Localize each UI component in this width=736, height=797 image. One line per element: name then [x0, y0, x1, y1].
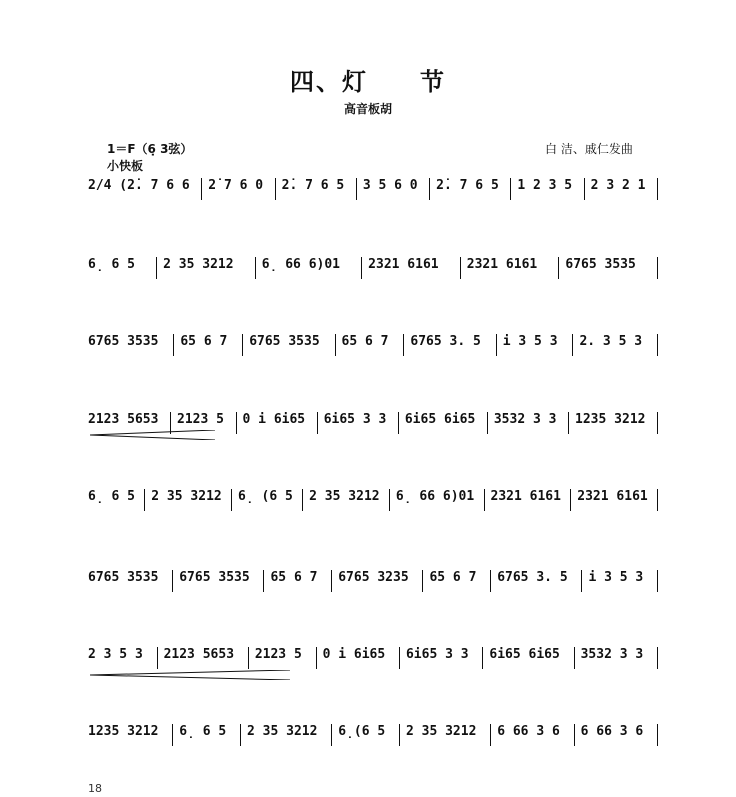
measure-notes: 6̣ 66 6)01 [395, 489, 475, 504]
measure [240, 724, 331, 746]
measure-notes: 3 5 6 0 [362, 178, 418, 193]
measure [398, 412, 487, 434]
measure-notes: 6 66 3 6 [497, 724, 560, 739]
notation-line [88, 724, 658, 746]
measure-notes: 2 35 3212 [309, 489, 380, 504]
measure-notes: 6765 3535 [88, 570, 159, 585]
measure [263, 570, 331, 592]
measure [173, 334, 242, 356]
measure [331, 570, 422, 592]
measure-notes: 2123 5 [177, 412, 224, 427]
measure-notes: 6765 3535 [565, 257, 636, 272]
measure [316, 647, 399, 669]
measure [558, 257, 657, 279]
measure [460, 257, 559, 279]
measure [88, 334, 173, 356]
measure [88, 647, 157, 669]
measure-notes: 6̣ 6 5 [179, 724, 227, 739]
measure [331, 724, 399, 746]
measure-notes: 2̇. 7 6 5 [436, 178, 499, 193]
composer-credit: 白 洁、戚仁发曲 [545, 142, 633, 156]
measure [422, 570, 490, 592]
measure [255, 257, 361, 279]
measure [584, 178, 657, 200]
measure [496, 334, 573, 356]
measure-notes: 65 6 7 [270, 570, 318, 585]
measure [157, 647, 248, 669]
measure-notes: 1235 3212 [575, 412, 646, 427]
measure-notes: 6765 3235 [338, 570, 409, 585]
measure-notes: 6̣(6 5 [338, 724, 386, 739]
measure [242, 334, 334, 356]
measure-notes: 0 i 6i65 [322, 647, 386, 662]
measure-notes: 2/4 (2̇. 7 6 6 [88, 178, 190, 193]
measure-notes: 2321 6161 [466, 257, 538, 272]
measure [403, 334, 495, 356]
measure-notes: 6̣ 6 5 [88, 257, 135, 272]
measure-notes: 6i65 6i65 [404, 412, 476, 427]
measure [570, 489, 657, 511]
measure [88, 570, 172, 592]
measure [201, 178, 274, 200]
measure-notes: 2̇. 7 6 5 [281, 178, 345, 193]
measure-notes: 6765 3535 [249, 334, 320, 349]
measure [399, 647, 482, 669]
notation-line [88, 257, 658, 279]
measure-notes: 2̇ 7 6 0 [208, 178, 264, 193]
measure [317, 412, 398, 434]
measure-notes: 2 35 3212 [246, 724, 318, 739]
measure-notes: 2. 3 5 3 [579, 334, 643, 349]
measure [172, 724, 240, 746]
measure-notes: 65 6 7 [429, 570, 477, 585]
measure [88, 489, 144, 511]
page-number: 18 [88, 782, 102, 795]
measure [490, 570, 581, 592]
measure [156, 257, 255, 279]
measure-notes: 1 2 3 5 [517, 178, 573, 193]
measure-notes: 6̣ (6 5 [238, 489, 293, 504]
measure [581, 570, 657, 592]
tempo-marking: 小快板 [107, 159, 144, 173]
measure [248, 647, 316, 669]
diminuendo-mark-2 [90, 670, 290, 680]
measure-notes: 2123 5653 [163, 647, 235, 662]
key-signature: 1＝F（6̣ 3弦） [107, 142, 193, 156]
measure-notes: 6765 3. 5 [497, 570, 568, 585]
measure-notes: 6i65 3 3 [405, 647, 469, 662]
measure-notes: 6̣ 6 5 [88, 489, 135, 504]
measure [490, 724, 573, 746]
measure [399, 724, 490, 746]
measure [484, 489, 571, 511]
measure-notes: 0 i 6i65 [242, 412, 306, 427]
notation-line [88, 647, 658, 669]
measure-notes: 2 3 2 1 [590, 178, 646, 193]
measure [144, 489, 231, 511]
measure-notes: 2321 6161 [490, 489, 561, 504]
measure-notes: 2 35 3212 [163, 257, 234, 272]
measure [236, 412, 317, 434]
measure-notes: 2123 5 [254, 647, 302, 662]
instrument-label: 高音板胡 [343, 102, 392, 116]
measure [510, 178, 583, 200]
measure-notes: 6i65 3 3 [323, 412, 387, 427]
measure-notes: 65 6 7 [341, 334, 389, 349]
measure-notes: 6765 3535 [88, 334, 159, 349]
measure [389, 489, 484, 511]
measure [88, 257, 156, 279]
measure-notes: 6i65 6i65 [489, 647, 560, 662]
measure-notes: 6̣ 66 6)01 [261, 257, 341, 272]
measure-notes: 65 6 7 [180, 334, 228, 349]
measure-notes: 3532 3 3 [493, 412, 557, 427]
measure-notes: i 3 5 3 [502, 334, 558, 349]
measure-notes: 2 3 5 3 [88, 647, 143, 662]
measure-notes: 2 35 3212 [405, 724, 477, 739]
notation-line [88, 489, 658, 511]
notation-line [88, 570, 658, 592]
measure [302, 489, 389, 511]
measure [231, 489, 302, 511]
measure-notes: 2 35 3212 [151, 489, 222, 504]
diminuendo-mark-1 [90, 430, 215, 440]
measure-notes: 2321 6161 [577, 489, 648, 504]
piece-title: 四、灯 节 [290, 67, 446, 96]
measure [482, 647, 573, 669]
measure-notes: 6765 3535 [179, 570, 250, 585]
measure [574, 724, 657, 746]
measure-notes: 3532 3 3 [580, 647, 644, 662]
notation-line [88, 178, 658, 200]
measure [487, 412, 568, 434]
measure [275, 178, 356, 200]
measure [574, 647, 657, 669]
measure [572, 334, 657, 356]
measure [172, 570, 263, 592]
notation-line [88, 334, 658, 356]
measure [335, 334, 404, 356]
measure [356, 178, 429, 200]
measure-notes: 2321 6161 [368, 257, 439, 272]
measure-notes: 6765 3. 5 [410, 334, 481, 349]
measure [88, 724, 172, 746]
measure-notes: 2123 5653 [88, 412, 159, 427]
measure-notes: 1235 3212 [88, 724, 159, 739]
measure [88, 178, 201, 200]
measure [429, 178, 510, 200]
measure [568, 412, 657, 434]
measure-notes: i 3 5 3 [588, 570, 644, 585]
measure [361, 257, 460, 279]
measure-notes: 6 66 3 6 [580, 724, 644, 739]
